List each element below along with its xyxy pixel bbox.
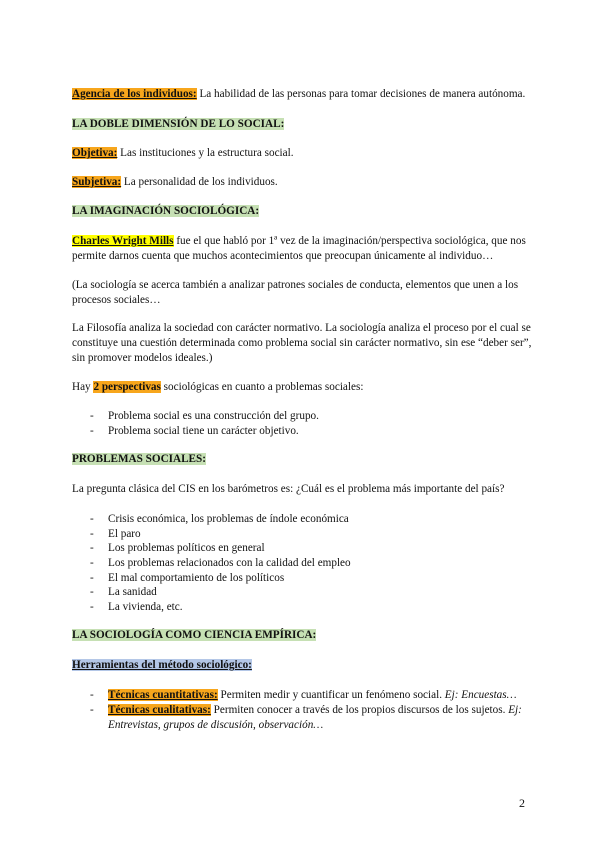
ciencia-heading: LA SOCIOLOGÍA COMO CIENCIA EMPÍRICA: — [72, 629, 317, 641]
page-number: 2 — [519, 796, 525, 810]
perspectivas-highlight: 2 perspectivas — [93, 381, 161, 393]
subjetiva-line — [72, 175, 532, 190]
perspectivas-line: Hay 2 perspectivas sociológicas en cuanto a problemas sociales: — [72, 381, 364, 393]
agencia-definition: La habilidad de las personas para tomar decisiones de manera autónoma. — [199, 88, 526, 100]
imaginacion-p3: La Filosofía analiza la sociedad con carácter normativo. La sociología analiza el proceso por el cual se constituye una cuestión determinada como problema social sin carácter normativo, sin ese “deber ser”, sin promover modelos ideales.) — [72, 322, 532, 364]
cuantitativas-term: Técnicas cuantitativas: — [108, 689, 218, 701]
document-page: Agencia de los individuos: La habilidad de las personas para tomar decisiones de manera autónoma. LA DOBLE DIMENSIÓN DE LO SOCIAL: Objetiva: Las instituciones y la estructura social. Subjetiva: La personalidad de los individuos. LA IMAGINACIÓN SOCIOLÓGICA: Charles Wright Mills fue el que habló por 1ª vez de la imaginación/perspectiva sociológica, que nos permite darnos cuenta que muchos acontecimientos que preocupan únicamente al individuo… (La sociología se acerca también a analizar patrones sociales de conducta, elementos que unen a los procesos sociales… La Filosofía analiza la sociedad con carácter normativo. La sociología analiza el proceso por el cual se constituye una cuestión determinada como problema social sin carácter normativo, sin ese “deber ser”, sin promover modelos ideales.) Hay 2 perspectivas sociológicas en cuanto a problemas sociales: - Problema social es una construcción del grupo. - Problema social tiene un carácter objetivo. PROBLEMAS SOCIALES: La pregunta clásica del CIS en los barómetros es: ¿Cuál es el problema más importante del país? - Crisis económica, los problemas de índole económica - El paro - Los problemas políticos en general - Los problemas relacionados con la calidad del empleo - El mal comportamiento de los políticos - La sanidad - La vivienda, etc. LA SOCIOLOGÍA COMO CIENCIA EMPÍRICA: Herramientas del método sociológico: - Técnicas cuantitativas: Permiten medir y cuantificar un fenómeno social. Ej: Encuestas… - Técnicas cualitativas: Permiten conocer a través de los propios discursos de los sujetos. Ej: Entrevistas, grupos de discusión, observación… 2 — [72, 88, 532, 810]
imaginacion-heading: LA IMAGINACIÓN SOCIOLÓGICA: — [72, 205, 260, 217]
imaginacion-p1-text: fue el que habló por 1ª vez de la imaginación/perspectiva sociológica, que nos permite darnos cuenta que muchos acontecimientos que preocupan únicamente al individuo… — [72, 235, 526, 262]
subjetiva-text: La personalidad de los individuos. — [123, 176, 278, 188]
problemas-heading: PROBLEMAS SOCIALES: — [72, 453, 206, 465]
author-name: Charles Wright Mills — [72, 235, 174, 247]
agencia-line — [72, 87, 532, 102]
objetiva-term: Objetiva: — [72, 147, 118, 159]
imaginacion-p1 — [72, 234, 532, 264]
objetiva-text: Las instituciones y la estructura social. — [120, 147, 294, 159]
doble-dimension-heading: LA DOBLE DIMENSIÓN DE LO SOCIAL: — [72, 118, 285, 130]
cis-question: La pregunta clásica del CIS en los barómetros es: ¿Cuál es el problema más importante del país? — [72, 483, 505, 495]
cualitativas-term: Técnicas cualitativas: — [108, 704, 211, 716]
herramientas-subheading: Herramientas del método sociológico: — [72, 659, 252, 671]
imaginacion-p2: (La sociología se acerca también a analizar patrones sociales de conducta, elementos que unen a los procesos sociales… — [72, 279, 519, 306]
agencia-term: Agencia de los individuos: — [72, 88, 197, 100]
subjetiva-term: Subjetiva: — [72, 176, 122, 188]
objetiva-line — [72, 146, 532, 161]
